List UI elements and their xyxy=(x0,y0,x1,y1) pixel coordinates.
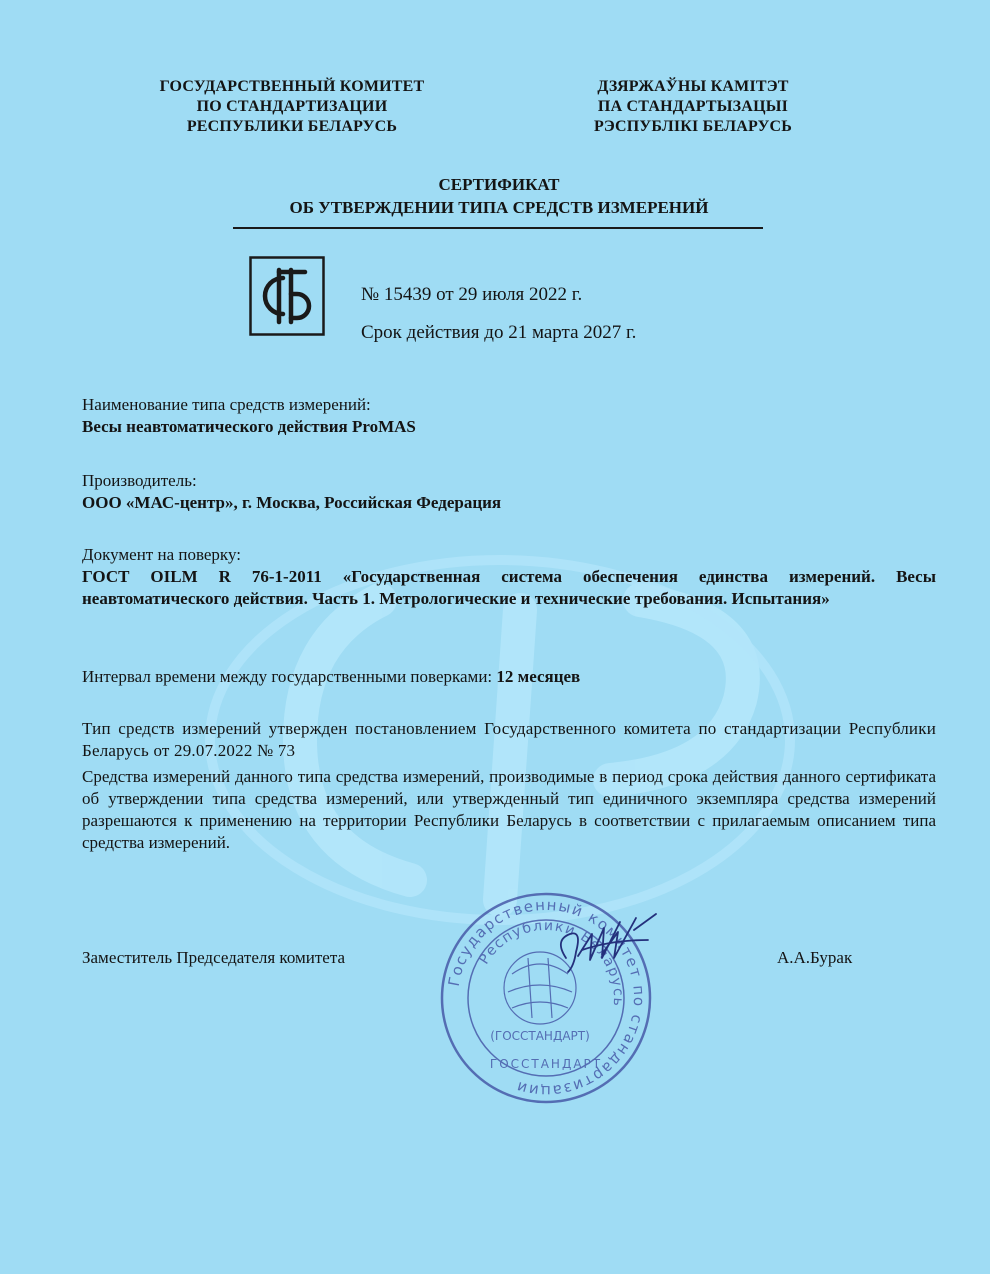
title-divider xyxy=(233,227,763,229)
title-line-1: СЕРТИФИКАТ xyxy=(438,175,560,194)
instrument-type-label: Наименование типа средств измерений: xyxy=(82,395,371,414)
verification-document-label: Документ на поверку: xyxy=(82,545,241,564)
title-line-2: ОБ УТВЕРЖДЕНИИ ТИПА СРЕДСТВ ИЗМЕРЕНИЙ xyxy=(289,198,709,217)
header-right-line: РЭСПУБЛІКІ БЕЛАРУСЬ xyxy=(593,118,793,135)
interval-value: 12 месяцев xyxy=(496,667,581,686)
header-left-line: ПО СТАНДАРТИЗАЦИИ xyxy=(196,98,388,115)
stamp-bottom-text: ГОССТАНДАРТ xyxy=(489,1057,603,1071)
gosstandart-logo-icon xyxy=(249,256,325,336)
header-left-block xyxy=(127,77,457,137)
interval-label: Интервал времени между государственными поверками: xyxy=(82,667,497,686)
signer-name: А.А.Бурак xyxy=(777,948,853,967)
certificate-validity: Срок действия до 21 марта 2027 г. xyxy=(361,322,637,343)
instrument-type-value: Весы неавтоматического действия ProMAS xyxy=(82,417,416,436)
stamp-inner-text: Республики Беларусь xyxy=(476,917,627,1008)
certificate-number: № 15439 от 29 июля 2022 г. xyxy=(361,284,583,305)
header-left-line: ГОСУДАРСТВЕННЫЙ КОМИТЕТ xyxy=(159,78,425,95)
handwritten-signature xyxy=(548,910,663,980)
stamp-outer-text: Государственный комитет по стандартизации xyxy=(444,895,649,1101)
stamp-center-text: (ГОССТАНДАРТ) xyxy=(490,1029,590,1043)
header-right-block xyxy=(528,77,858,137)
approval-text: Тип средств измерений утвержден постановлением Государственного комитета по стандартизации Республики Беларусь от 29.07.2022 № 73 xyxy=(82,719,936,760)
verification-interval xyxy=(82,666,936,688)
verification-document-value: ГОСТ OILM R 76-1-2011 «Государственная система обеспечения единства измерений. Весы неавтоматического действия. Часть 1. Метрологические и технические требования. Испытания» xyxy=(82,567,936,608)
manufacturer-label: Производитель: xyxy=(82,471,197,490)
usage-text: Средства измерений данного типа средства измерений, производимые в период срока действия данного сертификата об утверждении типа средства измерений, или утвержденный тип единичного экземпляра средства измерений разрешаются к применению на территории Республики Беларусь в соответствии с прилагаемым описанием типа средства измерений. xyxy=(82,767,936,852)
signer-position: Заместитель Председателя комитета xyxy=(82,948,346,967)
header-right-line: ДЗЯРЖАЎНЫ КАМІТЭТ xyxy=(597,78,789,95)
manufacturer-value: ООО «МАС-центр», г. Москва, Российская Федерация xyxy=(82,493,502,512)
document-title xyxy=(235,173,763,219)
header-left-line: РЕСПУБЛИКИ БЕЛАРУСЬ xyxy=(186,118,398,135)
header-right-line: ПА СТАНДАРТЫЗАЦЫІ xyxy=(597,98,789,115)
